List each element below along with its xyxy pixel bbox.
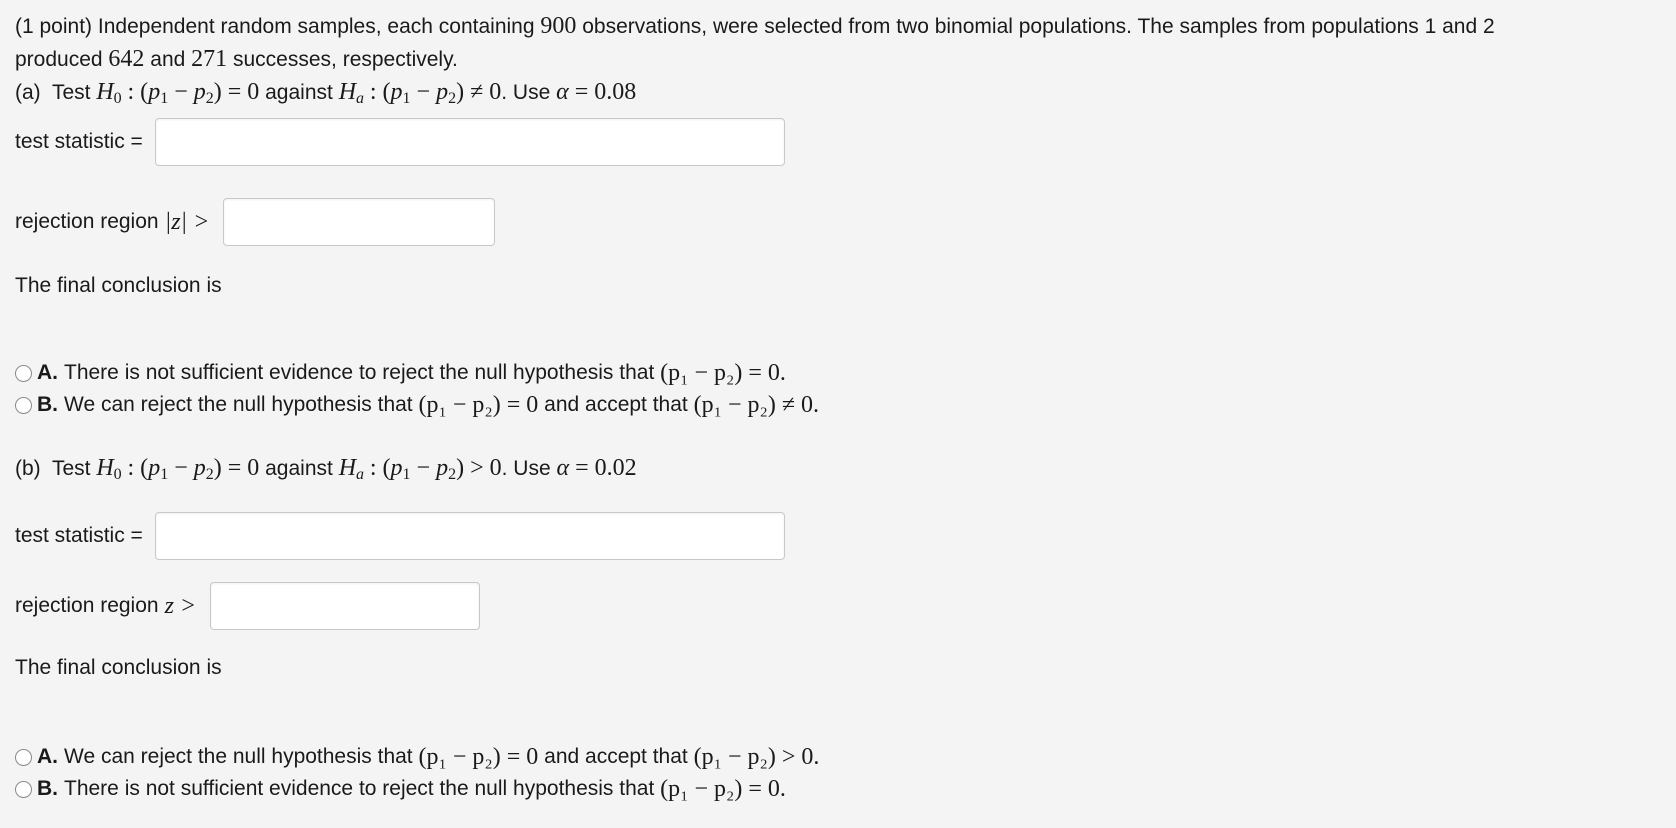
part-a-rejection-region-row (15, 198, 495, 246)
option-text: There is not sufficient evidence to reject the null hypothesis that (64, 361, 655, 384)
part-b-test-statistic-row (15, 512, 785, 560)
part-a-prefix: (a) (15, 81, 41, 104)
part-a-test-statistic-label: test statistic = (15, 130, 143, 153)
part-b-use: . Use (501, 457, 551, 480)
part-b-test-statistic-label: test statistic = (15, 524, 143, 547)
part-a-null-expr: : $(p_1 - p_2) = 0$ (127, 79, 260, 107)
part-a-test-word: Test (51, 81, 91, 104)
option-math: (p₁ − p₂) = 0 (418, 744, 539, 770)
option-letter: B. (37, 777, 58, 800)
part-b-test-word: Test (51, 457, 91, 480)
part-a-alt-hypothesis: Ha (338, 79, 365, 107)
part-a-test-statistic-input[interactable] (155, 118, 785, 166)
part-a-against: against (265, 81, 333, 104)
part-a-option-b[interactable] (15, 389, 819, 421)
option-math: (p₁ − p₂) = 0 (418, 392, 539, 418)
part-b-alpha: α = 0.02 (556, 455, 637, 481)
successes-2: 271 (191, 46, 228, 72)
part-b-alt-expr: : $(p_1 - p_2) > 0$ (369, 455, 502, 483)
option-math: (p₁ − p₂) = 0. (660, 776, 786, 802)
radio-button[interactable] (15, 781, 32, 798)
part-a-null-hypothesis: $H_0$ (96, 79, 122, 107)
option-text: We can reject the null hypothesis that (64, 393, 413, 416)
part-a-alpha: α = 0.08 (556, 79, 637, 105)
part-b-conclusion-label: The final conclusion is (15, 656, 222, 679)
part-b-header (15, 452, 637, 491)
part-b-null-hypothesis: $H_0$ (96, 455, 122, 483)
part-a-options (15, 357, 819, 421)
option-math: (p₁ − p₂) = 0. (660, 360, 786, 386)
part-a-use: . Use (501, 81, 551, 104)
part-b-rejection-label: rejection region (15, 594, 159, 617)
intro-text-1: Independent random samples, each containing (97, 15, 535, 38)
part-a-test-statistic-row (15, 118, 785, 166)
problem-intro-line-2 (15, 43, 1655, 76)
sample-size: 900 (540, 13, 577, 39)
option-math-2: (p₁ − p₂) ≠ 0. (693, 392, 820, 418)
option-text: There is not sufficient evidence to reject the null hypothesis that (64, 777, 655, 800)
radio-button[interactable] (15, 397, 32, 414)
intro-text-4: successes, respectively. (233, 48, 458, 71)
intro-and: and (150, 48, 186, 71)
part-b-rejection-math: z > (164, 592, 197, 619)
part-a-header (15, 76, 1655, 115)
intro-text-2: observations, were selected from two binomial populations. The samples from populations 1 and 2 (582, 15, 1495, 38)
part-b-rejection-region-row (15, 582, 480, 630)
part-b-options (15, 741, 819, 805)
successes-1: 642 (108, 46, 145, 72)
part-b-prefix: (b) (15, 457, 41, 480)
option-letter: A. (37, 361, 58, 384)
part-a-conclusion-label: The final conclusion is (15, 274, 222, 297)
part-b-null-expr: : $(p_1 - p_2) = 0$ (127, 455, 260, 483)
part-b-option-a[interactable] (15, 741, 819, 773)
radio-button[interactable] (15, 365, 32, 382)
option-math-2: (p₁ − p₂) > 0. (693, 744, 820, 770)
part-a-alt-expr: : $(p_1 - p_2) \ne 0$ (369, 79, 502, 107)
option-text-2: and accept that (544, 393, 688, 416)
part-b-against: against (265, 457, 333, 480)
intro-text-3: produced (15, 48, 103, 71)
option-text: We can reject the null hypothesis that (64, 745, 413, 768)
part-a-rejection-math: |z| > (164, 208, 210, 235)
part-b-alt-hypothesis: Ha (338, 455, 365, 483)
problem-intro-line-1 (15, 10, 1655, 43)
radio-button[interactable] (15, 749, 32, 766)
option-letter: A. (37, 745, 58, 768)
part-a-option-a[interactable] (15, 357, 819, 389)
part-b-rejection-input[interactable] (210, 582, 480, 630)
part-a-rejection-label: rejection region (15, 210, 159, 233)
option-text-2: and accept that (544, 745, 688, 768)
part-b-test-statistic-input[interactable] (155, 512, 785, 560)
problem-container (15, 10, 1655, 115)
part-a-rejection-input[interactable] (223, 198, 495, 246)
part-b-option-b[interactable] (15, 773, 819, 805)
option-letter: B. (37, 393, 58, 416)
points-label: (1 point) (15, 15, 93, 38)
